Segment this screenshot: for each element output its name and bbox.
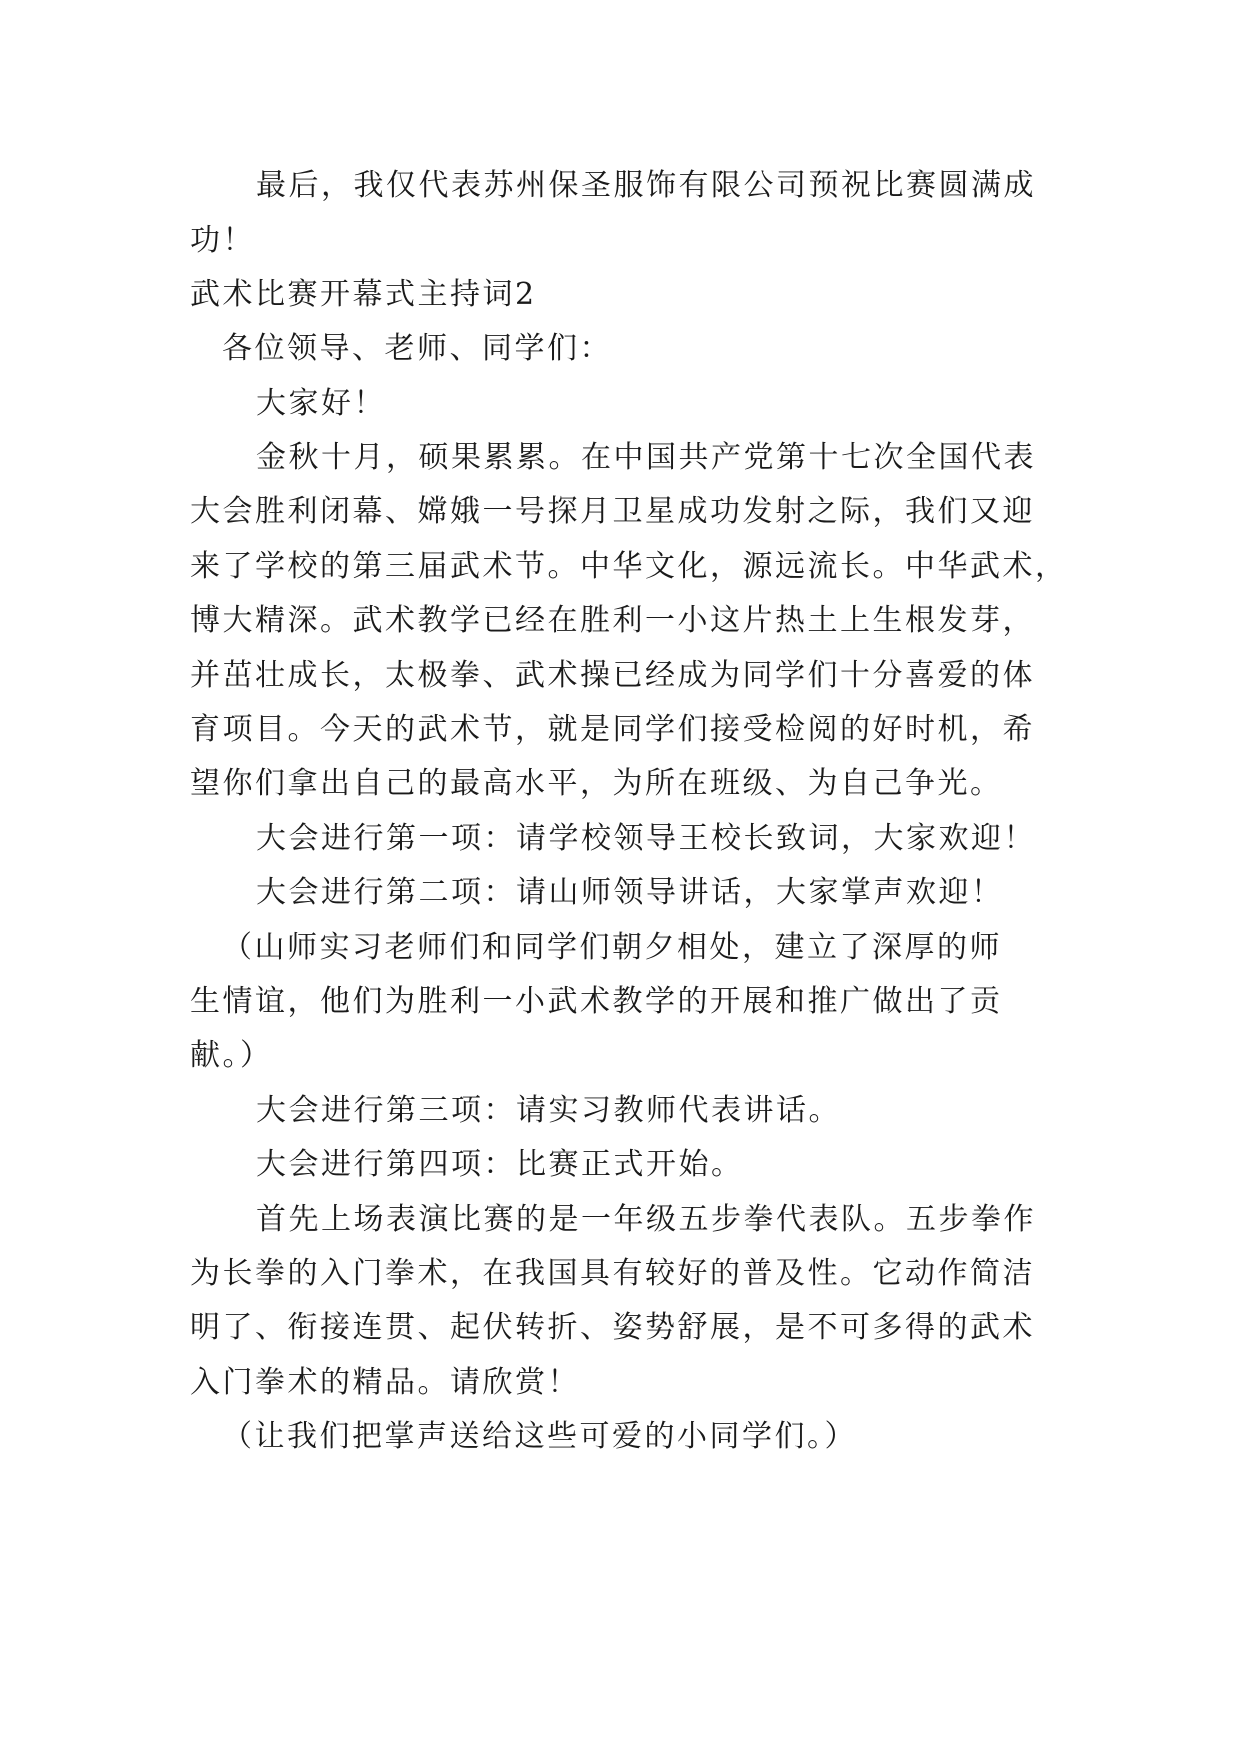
paragraph-line: 大会进行第三项：请实习教师代表讲话。 [256, 1093, 841, 1128]
paragraph-line: 大会进行第一项：请学校领导王校长致词，大家欢迎！ [256, 821, 1036, 856]
paragraph-line: 献。） [190, 1038, 273, 1073]
paragraph-line: 首先上场表演比赛的是一年级五步拳代表队。五步拳作 [256, 1202, 1036, 1237]
greeting-line: 大家好！ [256, 386, 386, 421]
section-title: 武术比赛开幕式主持词2 [190, 277, 537, 312]
greeting-line: 各位领导、老师、同学们： [222, 331, 612, 366]
paragraph-line: 为长拳的入门拳术，在我国具有较好的普及性。它动作简洁 [190, 1256, 1035, 1291]
paragraph-line: 功！ [190, 223, 255, 258]
paragraph-line: 大会进行第四项：比赛正式开始。 [256, 1147, 744, 1182]
paragraph-line: 金秋十月，硕果累累。在中国共产党第十七次全国代表 [256, 440, 1036, 475]
paragraph-line: 来了学校的第三届武术节。中华文化，源远流长。中华武术， [190, 549, 1068, 584]
paragraph-line: 博大精深。武术教学已经在胜利一小这片热土上生根发芽， [190, 603, 1035, 638]
paragraph-line: 大会胜利闭幕、嫦娥一号探月卫星成功发射之际，我们又迎 [190, 494, 1035, 529]
paragraph-line: 入门拳术的精品。请欣赏！ [190, 1365, 580, 1400]
paragraph-line: 育项目。今天的武术节，就是同学们接受检阅的好时机，希 [190, 712, 1035, 747]
paragraph-line: 生情谊，他们为胜利一小武术教学的开展和推广做出了贡 [190, 984, 1003, 1019]
paragraph-line: 大会进行第二项：请山师领导讲话，大家掌声欢迎！ [256, 875, 1004, 910]
paragraph-line: （让我们把掌声送给这些可爱的小同学们。） [222, 1419, 857, 1454]
paragraph-line: （山师实习老师们和同学们朝夕相处，建立了深厚的师 [222, 930, 1002, 965]
paragraph-line: 并茁壮成长，太极拳、武术操已经成为同学们十分喜爱的体 [190, 658, 1035, 693]
paragraph-line: 最后，我仅代表苏州保圣服饰有限公司预祝比赛圆满成 [256, 168, 1036, 203]
paragraph-line: 望你们拿出自己的最高水平，为所在班级、为自己争光。 [190, 766, 1003, 801]
paragraph-line: 明了、衔接连贯、起伏转折、姿势舒展，是不可多得的武术 [190, 1310, 1035, 1345]
